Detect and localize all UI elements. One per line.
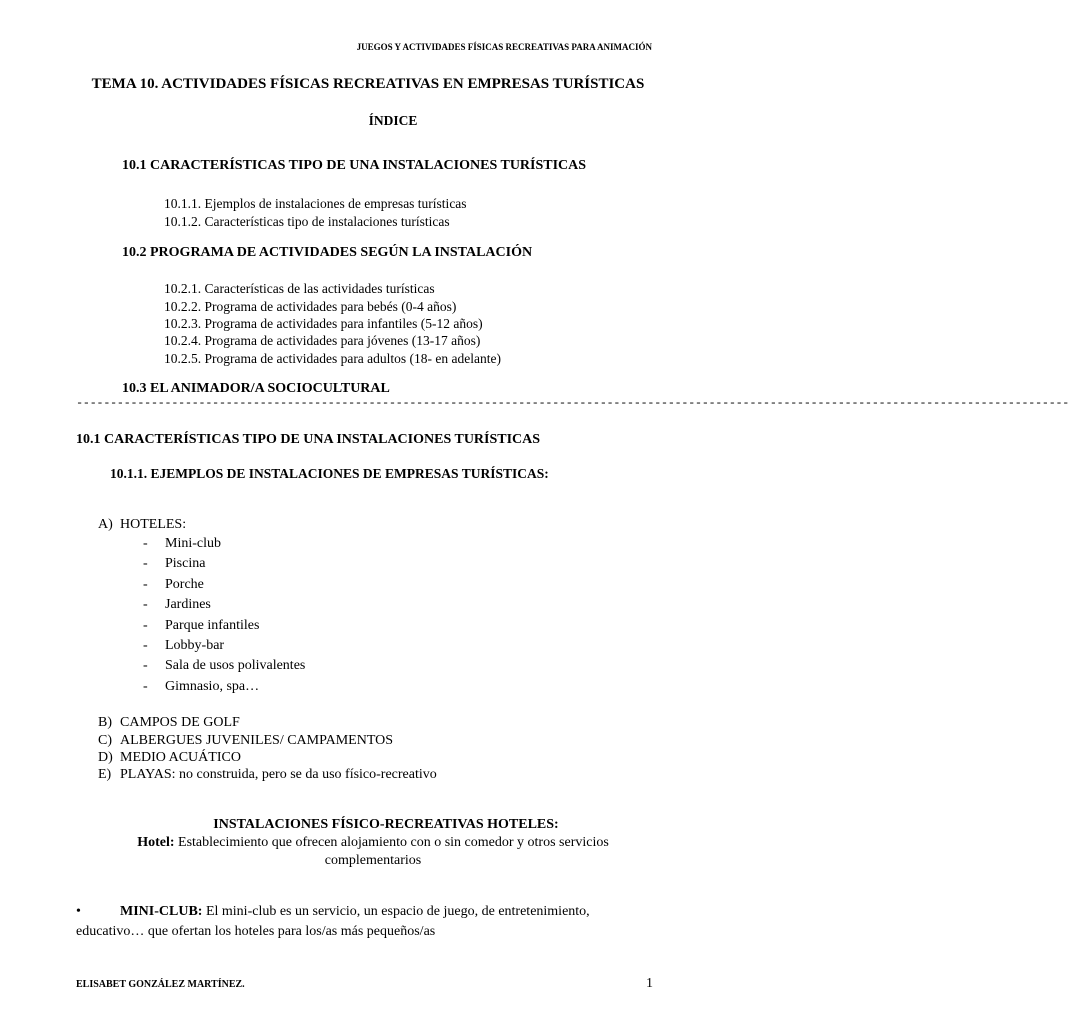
bullet-icon: • bbox=[76, 904, 81, 919]
hotel-subitem bbox=[143, 677, 259, 697]
list-text: PLAYAS: no construida, pero se da uso físico-recreativo bbox=[120, 767, 437, 782]
index-section-title: 10.1 CARACTERÍSTICAS TIPO DE UNA INSTALACIONES TURÍSTICAS bbox=[122, 158, 587, 173]
subsection-heading: 10.1.1. EJEMPLOS DE INSTALACIONES DE EMPRESAS TURÍSTICAS: bbox=[110, 466, 549, 481]
index-subitem: 10.2.5. Programa de actividades para adultos (18- en adelante) bbox=[164, 351, 501, 366]
list-label: D) bbox=[98, 750, 113, 765]
installations-heading: INSTALACIONES FÍSICO-RECREATIVAS HOTELES: bbox=[213, 817, 559, 832]
dashed-divider: -------------------------------------------------------------------------------------------------------------------------------------------------- bbox=[76, 396, 1069, 410]
subitem-text: Mini-club bbox=[165, 536, 221, 551]
list-item-e bbox=[98, 765, 437, 785]
hotel-subitem bbox=[143, 554, 205, 574]
list-text: ALBERGUES JUVENILES/ CAMPAMENTOS bbox=[120, 733, 394, 748]
index-subitem: 10.2.1. Características de las actividades turísticas bbox=[164, 281, 435, 296]
subitem-text: Lobby-bar bbox=[165, 638, 225, 653]
subitem-text: Jardines bbox=[165, 597, 211, 612]
hotel-label: Hotel: bbox=[137, 835, 175, 850]
subitem-text: Porche bbox=[165, 577, 204, 592]
list-label: C) bbox=[98, 733, 112, 748]
miniclub-label: MINI-CLUB: bbox=[120, 904, 203, 919]
index-subitem: 10.2.3. Programa de actividades para infantiles (5-12 años) bbox=[164, 316, 483, 331]
dash-marker: - bbox=[143, 658, 148, 673]
tema-title: TEMA 10. ACTIVIDADES FÍSICAS RECREATIVAS EN EMPRESAS TURÍSTICAS bbox=[91, 76, 645, 92]
dash-marker: - bbox=[143, 556, 148, 571]
index-subitem: 10.1.2. Características tipo de instalaciones turísticas bbox=[164, 214, 450, 229]
hotel-subitem bbox=[143, 636, 224, 656]
miniclub-text: El mini-club es un servicio, un espacio de juego, de entretenimiento, educativo… que ofertan los hoteles para los/as más pequeños/as bbox=[76, 904, 590, 939]
subitem-text: Gimnasio, spa… bbox=[165, 679, 260, 694]
dash-marker: - bbox=[143, 597, 148, 612]
index-subitem: 10.1.1. Ejemplos de instalaciones de empresas turísticas bbox=[164, 196, 467, 211]
footer-author: ELISABET GONZÁLEZ MARTÍNEZ. bbox=[76, 979, 245, 990]
subitem-text: Parque infantiles bbox=[165, 618, 260, 633]
list-label: B) bbox=[98, 715, 112, 730]
list-text: CAMPOS DE GOLF bbox=[120, 715, 240, 730]
hotel-subitem bbox=[143, 595, 211, 615]
indice-title: ÍNDICE bbox=[368, 113, 418, 128]
index-subitem: 10.2.2. Programa de actividades para bebés (0-4 años) bbox=[164, 299, 457, 314]
hotel-definition-text: Establecimiento que ofrecen alojamiento con o sin comedor y otros servicios complementarios bbox=[174, 835, 609, 868]
index-subitem: 10.2.4. Programa de actividades para jóvenes (13-17 años) bbox=[164, 333, 481, 348]
index-section-title: 10.2 PROGRAMA DE ACTIVIDADES SEGÚN LA INSTALACIÓN bbox=[122, 245, 533, 260]
list-item-a bbox=[98, 515, 186, 535]
miniclub-paragraph bbox=[76, 902, 651, 942]
list-text: HOTELES: bbox=[120, 517, 187, 532]
dash-marker: - bbox=[143, 638, 148, 653]
page-number: 1 bbox=[646, 976, 653, 991]
dash-marker: - bbox=[143, 618, 148, 633]
hotel-definition bbox=[118, 834, 628, 870]
list-text: MEDIO ACUÁTICO bbox=[120, 750, 241, 765]
dash-marker: - bbox=[143, 679, 148, 694]
running-header: JUEGOS Y ACTIVIDADES FÍSICAS RECREATIVAS PARA ANIMACIÓN bbox=[356, 42, 652, 52]
hotel-subitem bbox=[143, 575, 204, 595]
dash-marker: - bbox=[143, 577, 148, 592]
hotel-subitem bbox=[143, 534, 221, 554]
subitem-text: Sala de usos polivalentes bbox=[165, 658, 306, 673]
hotel-subitem bbox=[143, 616, 259, 636]
dash-marker: - bbox=[143, 536, 148, 551]
list-label: A) bbox=[98, 517, 113, 532]
list-label: E) bbox=[98, 767, 112, 782]
section-heading: 10.1 CARACTERÍSTICAS TIPO DE UNA INSTALACIONES TURÍSTICAS bbox=[76, 432, 541, 447]
subitem-text: Piscina bbox=[165, 556, 206, 571]
index-section-title: 10.3 EL ANIMADOR/A SOCIOCULTURAL bbox=[122, 381, 390, 396]
hotel-subitem bbox=[143, 656, 305, 676]
list-item-b bbox=[98, 713, 240, 733]
